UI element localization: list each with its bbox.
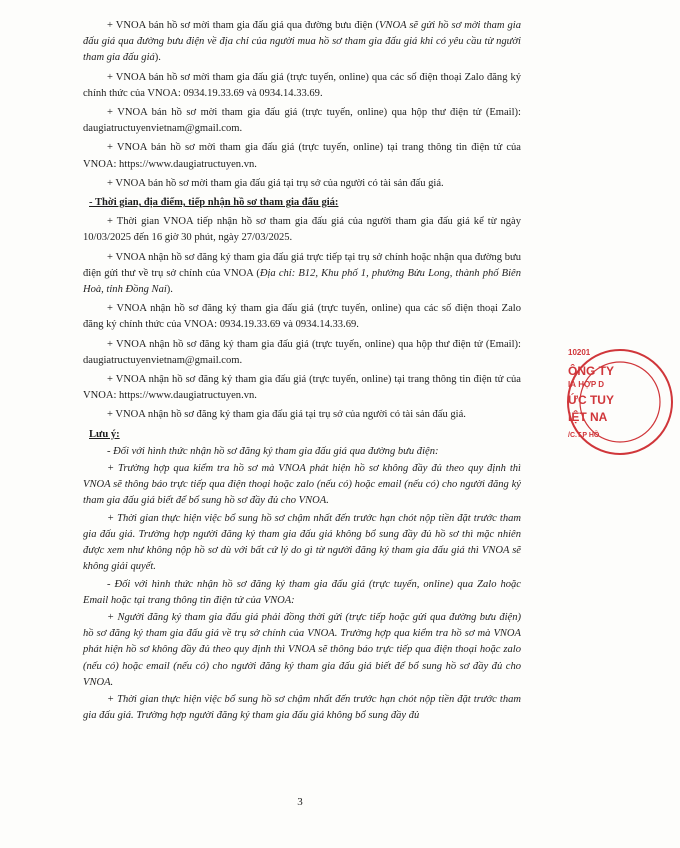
sale-by-post-paragraph: + VNOA bán hồ sơ mời tham gia đấu giá qua đường bưu điện (VNOA sẽ gửi hồ sơ mời tham gia đấu giá qua đường bưu điện về địa chỉ của người mua hồ sơ tham gia đấu giá khi có yêu cầu từ người tham gia đấu giá). (83, 20, 521, 64)
note-post-deadline: + Thời gian thực hiện việc bổ sung hồ sơ chậm nhất đến trước hạn chót nộp tiền đặt trước tham gia đấu giá. Trường hợp người đăng ký tham gia đấu giá không bổ sung đầy đủ hồ sơ thì mặc nhiên được xem như không nộp hồ sơ dù với bất cứ lý do gì từ người đăng ký tham gia đấu giá thì VNOA sẽ không giải quyết. (83, 512, 521, 573)
note-online-send: + Người đăng ký tham gia đấu giá phải đồng thời gửi (trực tiếp hoặc gửi qua đường bưu điện) hồ sơ đăng ký tham gia đấu giá về trụ sở chính của VNOA. Trường hợp qua kiểm tra hồ sơ mà VNOA phát hiện hồ sơ không đầy đủ theo quy định thì VNOA sẽ thông báo trực tiếp qua điện thoại hoặc zalo (nếu có) hoặc email (nếu có) cho người đăng ký tham gia đấu giá biết để bổ sung hồ sơ đầy đủ cho VNOA. (83, 611, 521, 688)
sale-by-zalo-paragraph: + VNOA bán hồ sơ mời tham gia đấu giá (trực tuyến, online) qua các số điện thoại Zalo đăng ký chính thức của VNOA: 0934.19.33.69 và 0934.14.33.69. (83, 71, 521, 99)
note-post-incomplete: + Trường hợp qua kiểm tra hồ sơ mà VNOA phát hiện hồ sơ không đầy đủ theo quy định thì VNOA sẽ thông báo trực tiếp qua điện thoại hoặc zalo (nếu có) hoặc email (nếu có) cho người đăng ký tham gia đấu giá biết để bổ sung hồ sơ đầy đủ cho VNOA. (83, 463, 521, 507)
sale-by-email-paragraph: + VNOA bán hồ sơ mời tham gia đấu giá (trực tuyến, online) qua hộp thư điện tử (Email): daugiatructuyenvietnam@gmail.com. (83, 107, 521, 135)
receive-email-paragraph: + VNOA nhận hồ sơ đăng ký tham gia đấu giá (trực tuyến, online) qua hộp thư điện tử (Email): daugiatructuyenvietnam@gmail.com. (83, 338, 521, 366)
receive-direct-paragraph: + VNOA nhận hồ sơ đăng ký tham gia đấu giá trực tiếp tại trụ sở chính hoặc nhận qua đường bưu điện gửi thư về trụ sở chính của VNOA (Địa chỉ: B12, Khu phố 1, phường Bửu Long, thành phố Biên Hoà, tỉnh Đồng Nai). (83, 251, 521, 296)
section-heading: - Thời gian, địa điểm, tiếp nhận hồ sơ tham gia đấu giá: (89, 197, 339, 209)
company-seal (560, 346, 620, 462)
seal-line: IỆT NA (568, 410, 608, 424)
note-online-heading: - Đối với hình thức nhận hồ sơ đăng ký tham gia đấu giá (trực tuyến, online) qua Zalo hoặc Email hoặc tại trang thông tin điện tử của VNOA: (83, 578, 521, 606)
receive-zalo-paragraph: + VNOA nhận hồ sơ đăng ký tham gia đấu giá (trực tuyến, online) qua các số điện thoại Zalo đăng ký chính thức của VNOA: 0934.19.33.69 và 0934.14.33.69. (83, 303, 521, 331)
seal-line: /C.T.P HỒ (568, 432, 600, 439)
page-number: 3 (297, 796, 303, 808)
receive-at-owner-paragraph: + VNOA nhận hồ sơ đăng ký tham gia đấu giá tại trụ sở của người có tài sản đấu giá. (107, 409, 466, 421)
seal-line: ỨC TUY (568, 393, 614, 407)
document-body (83, 18, 521, 725)
seal-line: IÁ HỢP D (568, 380, 605, 389)
note-post-heading: - Đối với hình thức nhận hồ sơ đăng ký tham gia đấu giá qua đường bưu điện: (107, 445, 439, 457)
receive-time-paragraph: + Thời gian VNOA tiếp nhận hồ sơ tham gia đấu giá của người tham gia đấu giá kể từ ngày 10/03/2025 đến 16 giờ 30 phút, ngày 27/03/2025. (83, 216, 521, 244)
receive-website-paragraph: + VNOA nhận hồ sơ đăng ký tham gia đấu giá (trực tuyến, online) tại trang thông tin điện tử của VNOA: https://www.daugiatructuyen.vn. (83, 374, 521, 402)
sale-at-owner-paragraph: + VNOA bán hồ sơ mời tham gia đấu giá tại trụ sở của người có tài sản đấu giá. (107, 177, 444, 189)
note-heading: Lưu ý: (89, 428, 120, 440)
note-online-deadline: + Thời gian thực hiện việc bổ sung hồ sơ chậm nhất đến trước hạn chót nộp tiền đặt trước tham gia đấu giá. Trường hợp người đăng ký tham gia đấu giá không bổ sung đầy đủ (83, 693, 521, 722)
sale-by-website-paragraph: + VNOA bán hồ sơ mời tham gia đấu giá (trực tuyến, online) tại trang thông tin điện tử của VNOA: https://www.daugiatructuyen.vn. (83, 142, 521, 170)
seal-line: 10201 (568, 348, 591, 357)
seal-line: ÔNG TY (568, 364, 615, 378)
